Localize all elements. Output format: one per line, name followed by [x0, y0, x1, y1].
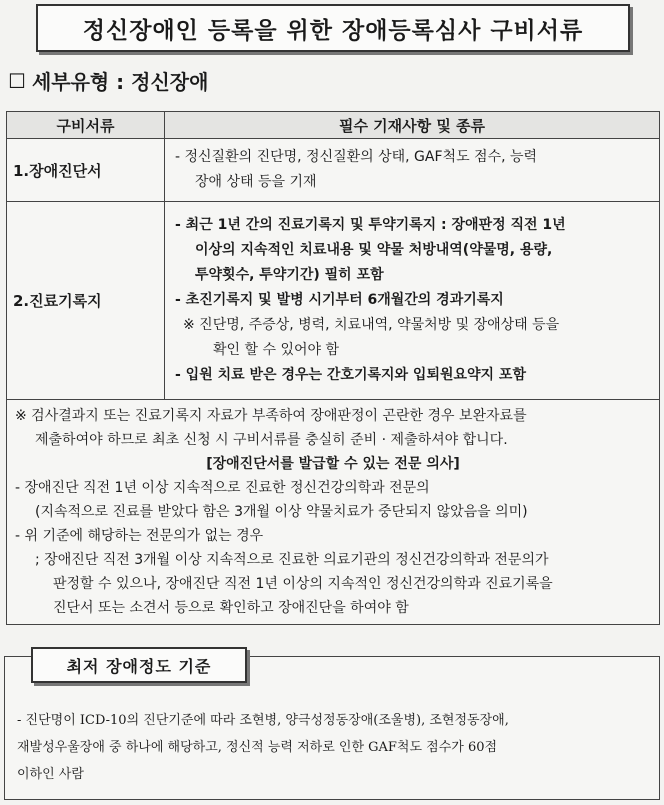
checkbox-icon: ☐ [8, 68, 26, 93]
content-line: 이상의 지속적인 치료내용 및 약물 처방내역(약물명, 용량, [195, 242, 553, 258]
note-line: (지속적으로 진료를 받았다 함은 3개월 이상 약물치료가 중단되지 않았음을 의미) [35, 504, 528, 520]
row-content-records [165, 202, 660, 400]
note-line: ※ 검사결과지 또는 진료기록지 자료가 부족하여 장애판정이 곤란한 경우 보완자료를 [15, 408, 527, 424]
note-line: 제출하여야 하므로 최초 신청 시 구비서류를 충실히 준비 · 제출하셔야 합니다. [35, 432, 508, 448]
table-row [7, 202, 660, 400]
subtype-heading [8, 66, 208, 95]
table-header-row [7, 112, 660, 139]
content-line: - 초진기록지 및 발병 시기부터 6개월간의 경과기록지 [175, 292, 504, 308]
table-row [7, 139, 660, 202]
content-line: - 입원 치료 받은 경우는 간호기록지와 입퇴원요약지 포함 [175, 367, 526, 383]
note-line: 판정할 수 있으나, 장애진단 직전 1년 이상의 지속적인 정신건강의학과 진료기록을 [53, 576, 553, 592]
criteria-line: 재발성우울장애 중 하나에 해당하고, 정신적 능력 저하로 인한 GAF척도 점수가 60점 [17, 740, 498, 755]
criteria-line: 이하인 사람 [17, 767, 84, 782]
row-label-diagnosis: 1.장애진단서 [7, 139, 165, 202]
minimum-criteria-box [4, 656, 660, 800]
column-header-requirements: 필수 기재사항 및 종류 [165, 112, 660, 139]
specialist-heading: [장애진단서를 발급할 수 있는 전문 의사] [206, 456, 460, 472]
content-line: 확인 할 수 있어야 함 [213, 342, 339, 358]
content-line: 장애 상태 등을 기재 [195, 174, 317, 190]
subtype-label: 세부유형 : 정신장애 [31, 70, 209, 94]
content-line: - 최근 1년 간의 진료기록지 및 투약기록지 : 장애판정 직전 1년 [175, 217, 566, 233]
required-documents-table [6, 111, 660, 625]
content-line: 투약횟수, 투약기간) 필히 포함 [195, 267, 384, 283]
minimum-criteria-tab: 최저 장애정도 기준 [31, 647, 247, 683]
minimum-criteria-text [17, 707, 647, 788]
note-cell [7, 400, 660, 625]
page-title: 정신장애인 등록을 위한 장애등록심사 구비서류 [36, 4, 630, 52]
column-header-documents: 구비서류 [7, 112, 165, 139]
criteria-line: - 진단명이 ICD-10의 진단기준에 따라 조현병, 양극성정동장애(조울병), 조현정동장애, [17, 713, 509, 728]
content-line: ※ 진단명, 주증상, 병력, 치료내역, 약물처방 및 장애상태 등을 [183, 317, 560, 333]
row-label-records: 2.진료기록지 [7, 202, 165, 400]
note-line: ; 장애진단 직전 3개월 이상 지속적으로 진료한 의료기관의 정신건강의학과 전문의가 [35, 552, 549, 568]
table-row [7, 400, 660, 625]
note-line: 진단서 또는 소견서 등으로 확인하고 장애진단을 하여야 함 [53, 600, 409, 616]
content-line: - 정신질환의 진단명, 정신질환의 상태, GAF척도 점수, 능력 [175, 149, 538, 165]
row-content-diagnosis [165, 139, 660, 202]
note-line: - 위 기준에 해당하는 전문의가 없는 경우 [15, 528, 264, 544]
note-line: - 장애진단 직전 1년 이상 지속적으로 진료한 정신건강의학과 전문의 [15, 480, 430, 496]
